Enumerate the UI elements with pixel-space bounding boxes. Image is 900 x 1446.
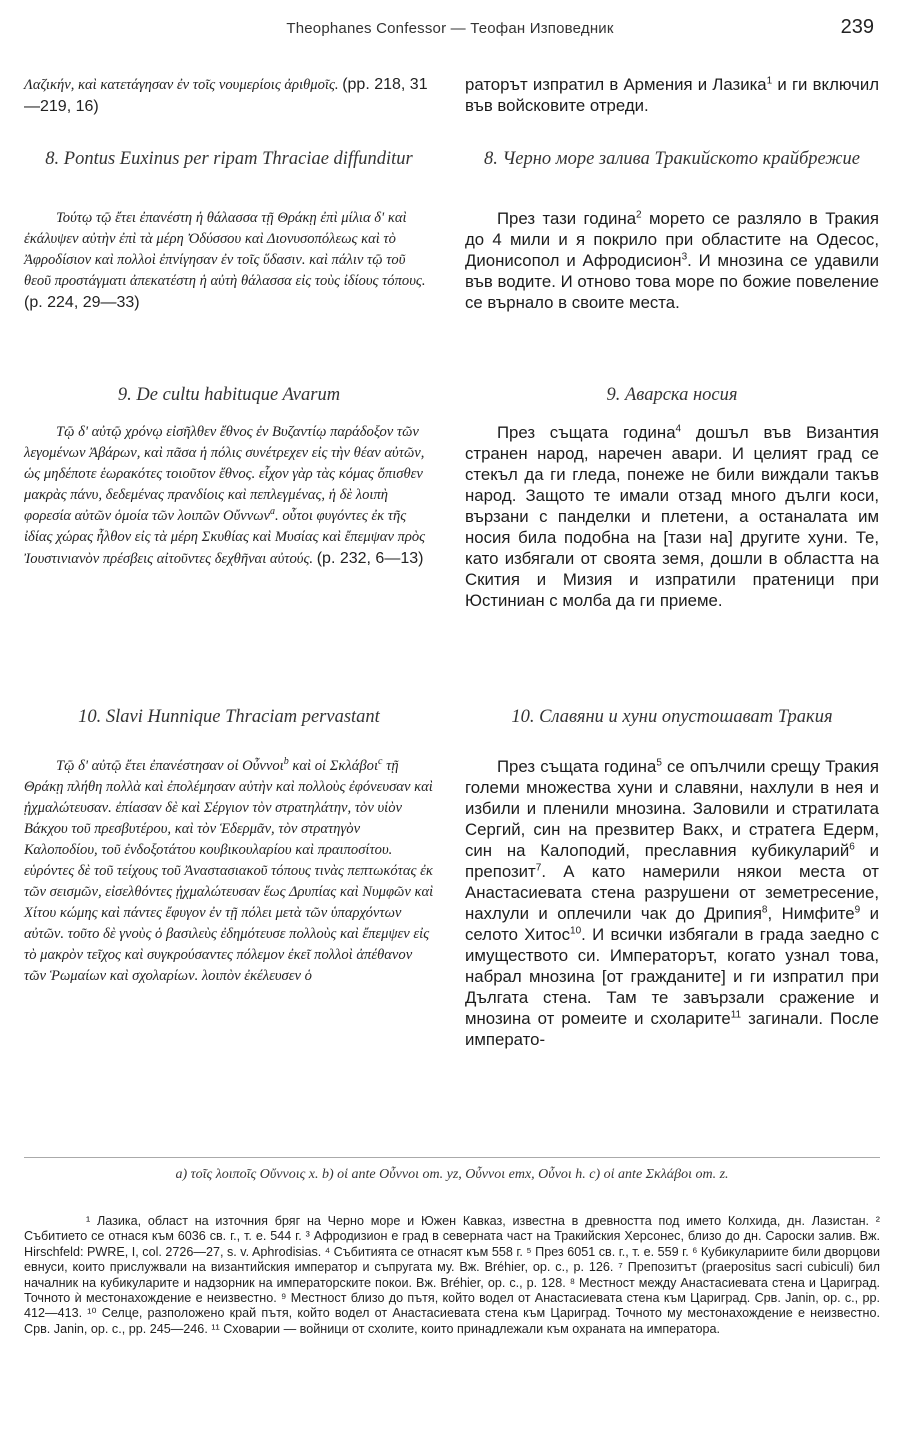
bulgarian-continuation-a: раторът изпратил в Армения и Лазика [465, 75, 767, 94]
s8-bg-b: морето се разляло в Тракия до 4 мили и я покрило при областите на Одесос, Дионисопол и Афродисион [465, 209, 879, 270]
s9-bg-a: През същата година [497, 423, 676, 442]
section-8-greek-ref: (p. 224, 29—33) [24, 294, 140, 311]
s10-bg-c: и препозит [465, 841, 879, 881]
footnote-ref-4: 4 [675, 423, 682, 435]
section-8-latin-title: 8. Pontus Euxinus per ripam Thraciae diffunditur [45, 149, 413, 169]
greek-continuation-ref: (pp. 218, 31—219, 16) [24, 76, 428, 115]
section-10-bulgarian-text [465, 756, 879, 1050]
footnote-ref-3: 3 [681, 251, 688, 263]
bulgarian-column [465, 74, 879, 1050]
section-9-bulgarian-title: 9. Аварска носия [606, 385, 738, 405]
section-9-greek-ref: (p. 232, 6—13) [316, 550, 424, 567]
footnote-ref-7: 7 [535, 862, 542, 874]
section-8-bulgarian-text [465, 208, 879, 358]
s10-bg-a: През същата година [497, 757, 657, 776]
greek-column [24, 74, 434, 987]
section-8-bulgarian-title: 8. Черно море залива Тракийското крайбрежие [484, 149, 860, 169]
greek-continuation [24, 74, 434, 118]
bulgarian-continuation-b: и ги включил във войсковите отреди. [465, 75, 879, 115]
apparatus-separator [24, 1157, 880, 1158]
s10-bg-g: . И всички избягали в града заедно с имуществото си. Императорът, когато узнал това, набрал мнозина [от гражданите] и ги изпратил при Дългата стена. Там те завързали сражение и мнозина от ромеите и схоларите [465, 925, 879, 1028]
section-9-greek-text [24, 422, 434, 680]
apparatus-ref-a: a [270, 506, 276, 518]
apparatus-ref-b: b [283, 756, 289, 768]
section-10-greek-c: τῇ Θράκῃ πλήθη πολλὰ καὶ ἐπολέμησαν αὐτὴν καὶ πολλοὺς ἐφόνευσαν καὶ ᾐχμαλώτευσαν. ἐπίασαν δὲ καὶ Σέργιον τὸν στρατηλάτην, τὸν υἱὸν Βάκχου τοῦ πρεσβυτέρου, καὶ τὸν Ἑδερμᾶν, τὸν στρατηγὸν Καλοποδίου, τοῦ ἐνδοξοτάτου κουβικουλαρίου καὶ πραιποσίτου. εὑρόντες δὲ τοῦ τείχους τοῦ Ἀναστασιακοῦ τόπους τινὰς πεπτωκότας ἐκ τῶν σεισμῶν, εἰσελθόντες ᾐχμαλώτευσαν ἕως Δρυπίας καὶ Νυμφῶν καὶ Χίτου κώμης καὶ πάντες ἔφυγον ἐν τῇ πόλει μετὰ τῶν ὑπαρχόντων αὐτῶν. τοῦτο δὲ γνοὺς ὁ βασιλεὺς ἐδημότευσε πολλοὺς καὶ ἔπεμψεν εἰς τὸ μακρὸν τεῖχος καὶ συγκρούσαντες πόλεμον ἐκεῖ πολλοὶ ἀπέθανον τῶν Ῥωμαίων καὶ σχολαρίων. λοιπὸν ἐκέλευσεν ὁ [24, 758, 434, 984]
s9-bg-b: дошъл във Византия странен народ, наречен авари. И целият град се стекъл да ги гледа, понеже не били виждали такъв народ. Защото те имали отзад много дълги коси, вързани с панделки и плетени, а останалата им носия била подобна на [тази на] другите хуни. Те, като избягали от своята земя, дошли в областта на Скития и Мизия и изпратили пратеници при Юстиниан с молба да ги приеме. [465, 423, 879, 610]
section-10-greek-text [24, 756, 434, 987]
s10-bg-b: се опълчили срещу Тракия големи множества хуни и славяни, нахлули в нея и избили и пленили мнозина. Заловили и стратилата Сергий, син на презвитер Вакх, и стратега Едерм, син на Калоподий, преславния кубикуларий [465, 757, 879, 860]
section-8-greek-body: Τούτῳ τῷ ἔτει ἐπανέστη ἡ θάλασσα τῇ Θράκῃ ἐπὶ μίλια δ' καὶ ἐκάλυψεν αὐτὴν ἐπὶ τὰ μέρη Ὀδύσσου καὶ Διονυσοπόλεως καὶ τὸ Ἀφροδίσιον καὶ πολλοὶ ἐπνίγησαν ἐν τοῖς ὕδασιν. καὶ πάλιν τῷ τοῦ θεοῦ προστάγματι ἀπεκατέστη ἡ αὐτὴ θάλασσα εἰς τοὺς ἰδίους τόπους. [24, 210, 426, 289]
footnote-ref-8: 8 [761, 904, 768, 916]
section-9-bulgarian-text [465, 422, 879, 680]
section-8-greek-text [24, 208, 434, 358]
bulgarian-continuation [465, 74, 879, 118]
page-number: 239 [840, 16, 874, 38]
section-9-latin-title: 9. De cultu habituque Avarum [117, 385, 341, 405]
footnote-ref-2: 2 [636, 209, 642, 221]
section-10-latin-title: 10. Slavi Hunnique Thraciam pervastant [78, 707, 380, 727]
footnote-ref-11: 11 [730, 1009, 742, 1021]
section-9-greek-body-2: . οὗτοι φυγόντες ἐκ τῆς ἰδίας χώρας ἦλθον εἰς τὰ μέρη Σκυθίας καὶ Μυσίας καὶ ἔπεμψαν πρὸς Ἰουστινιανὸν πρέσβεις αἰτοῦντες δεχθῆναι αὐτούς. [24, 508, 426, 567]
footnote-ref-5: 5 [656, 757, 662, 769]
s8-bg-c: . И мнозина се удавили във водите. И отново това море по божие повеление се върнало в своите места. [465, 251, 879, 312]
footnote-ref-6: 6 [849, 841, 855, 853]
critical-apparatus: a) τοῖς λοιποῖς Οὔννοις x. b) οἱ ante Οὖννοι om. yz, Οὖννοι emx, Οὖνοι h. c) οἱ ante Σκλάβοι om. z. [175, 1167, 729, 1182]
footnote-ref-9: 9 [854, 904, 861, 916]
running-title: Theophanes Confessor — Теофан Изповедник [286, 20, 614, 37]
section-10-bulgarian-title: 10. Славяни и хуни опустошават Тракия [511, 707, 833, 727]
s10-bg-d: . А като намерили някои места от Анастасиевата стена разрушени от земетресение, нахлули и оплечили чак до Дрипия [465, 862, 879, 923]
section-10-greek-a: Τῷ δ' αὐτῷ ἔτει ἐπανέστησαν οἱ Οὖννοι [56, 758, 284, 774]
greek-continuation-text: Λαζικήν, καὶ κατετάγησαν ἐν τοῖς νουμερίοις ἀριθμοῖς. [24, 77, 339, 93]
section-10-greek-b: καὶ οἱ Σκλάβοι [288, 758, 379, 774]
s10-bg-f: и селото Хитос [465, 904, 879, 944]
footnote-ref-10: 10 [570, 925, 582, 937]
s8-bg-a: През тази година [497, 209, 637, 228]
footnotes-text: ¹ Лазика, област на източния бряг на Черно море и Южен Кавказ, известна в древността под името Колхида, дн. Лазистан. ² Събитието се отнася към 6036 св. г., т. е. 544 г. ³ Афродизион е град в северната част на Тракийския Херсонес, близо до дн. Сароски залив. Вж. Hirschfeld: PWRE, I, col. 2726—27, s. v. Aphrodisias. ⁴ Събитията се отнасят към 558 г. ⁵ През 6051 св. г., т. е. 559 г. ⁶ Кубикулариите били дворцови евнуси, които прислужвали на византийския император и съпругата му. Вж. Bréhier, op. c., p. 126. ⁷ Препозитът (praepositus sacri cubiculi) бил началник на кубикуларите и надзорник на императорските покои. Вж. Bréhier, op. c., p. 128. ⁸ Местност между Анастасиевата стена и Цариград. Точното ѝ местонахождение е неизвестно. ⁹ Местност близо до пътя, който водел от Анастасиевата стена към Цариград. Срв. Janin, op. c., pp. 412—413. ¹⁰ Селце, разположено край пътя, който водел от Анастасиевата стена към Цариград. Точното му местонахождение е неизвестно. Срв. Janin, op. c., pp. 245—246. ¹¹ Сховарии — войници от схолите, които принадлежали към охраната на императора. [24, 1214, 880, 1336]
footnotes [24, 1214, 880, 1337]
footnote-ref-1: 1 [766, 75, 773, 87]
section-9-greek-body: Τῷ δ' αὐτῷ χρόνῳ εἰσῆλθεν ἔθνος ἐν Βυζαντίῳ παράδοξον τῶν λεγομένων Ἀβάρων, καὶ πᾶσα ἡ πόλις συνέτρεχεν εἰς τὴν θέαν αὐτῶν, ὡς μηδέποτε ἑωρακότες τοιοῦτον ἔθνος. εἶχον γὰρ τὰς κόμας ὄπισθεν μακρὰς πάνυ, δεδεμένας πρανδίοις καὶ πεπλεγμένας, ἡ δὲ λοιπὴ φορεσία αὐτῶν ὁμοία τῶν λοιπῶν Οὔννων [24, 424, 425, 524]
s10-bg-e: , Нимфите [767, 904, 855, 923]
s10-bg-h: загинали. После императо- [465, 1009, 880, 1049]
apparatus-ref-c: c [378, 756, 383, 768]
page-header [22, 16, 878, 46]
